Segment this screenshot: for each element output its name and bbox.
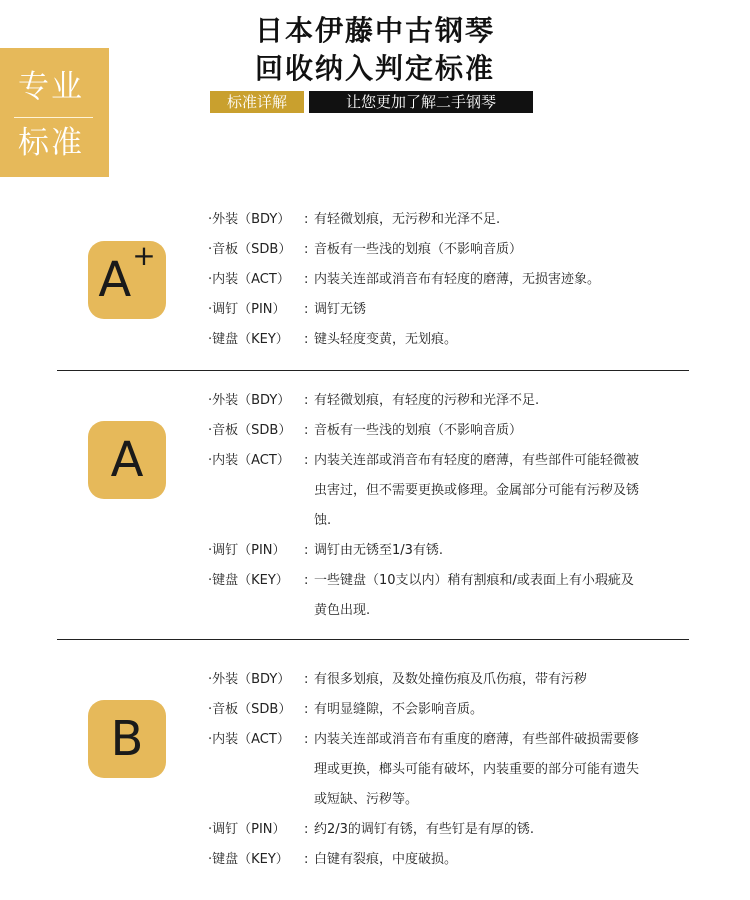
criteria-label: ·外装（BDY） xyxy=(208,672,291,687)
grade-badge xyxy=(88,421,166,499)
criteria-list xyxy=(208,665,646,875)
criteria-item xyxy=(208,665,646,695)
grade-superscript: + xyxy=(132,239,156,272)
criteria-item xyxy=(208,205,646,235)
criteria-item xyxy=(208,265,646,295)
criteria-label: ·键盘（KEY） xyxy=(208,852,289,867)
criteria-item xyxy=(208,446,646,536)
criteria-label: ·音板（SDB） xyxy=(208,702,292,717)
criteria-label: ·调钉（PIN） xyxy=(208,822,286,837)
criteria-desc: 一些键盘（10支以内）稍有割痕和/或表面上有小瑕疵及黄色出现. xyxy=(314,573,634,618)
section-divider xyxy=(57,370,689,371)
criteria-list xyxy=(208,386,646,626)
criteria-colon: : xyxy=(304,852,309,867)
tagline-gold: 标准详解 xyxy=(210,91,304,113)
grade-letter: A xyxy=(98,252,132,308)
criteria-label: ·外装（BDY） xyxy=(208,212,291,227)
criteria-desc: 音板有一些浅的划痕（不影响音质） xyxy=(314,242,523,257)
criteria-label: ·外装（BDY） xyxy=(208,393,291,408)
criteria-desc: 内装关连部或消音布有轻度的磨薄，有些部件可能轻微被虫害过，但不需要更换或修理。金属部分可能有污秽及锈蚀. xyxy=(314,453,640,528)
criteria-desc: 白键有裂痕，中度破损。 xyxy=(314,852,458,867)
criteria-item xyxy=(208,325,646,355)
criteria-colon: : xyxy=(304,453,309,468)
criteria-item xyxy=(208,416,646,446)
grade-letter: B xyxy=(110,711,144,767)
criteria-desc: 有轻微划痕，有轻度的污秽和光泽不足. xyxy=(314,393,540,408)
criteria-item xyxy=(208,295,646,325)
criteria-label: ·音板（SDB） xyxy=(208,423,292,438)
criteria-colon: : xyxy=(304,702,309,717)
criteria-desc: 内装关连部或消音布有轻度的磨薄，无损害迹象。 xyxy=(314,272,601,287)
criteria-colon: : xyxy=(304,543,309,558)
criteria-colon: : xyxy=(304,212,309,227)
badge-line2: 标准 xyxy=(18,125,84,161)
badge-line1: 专业 xyxy=(18,69,84,105)
criteria-item xyxy=(208,725,646,815)
criteria-desc: 有明显缝隙，不会影响音质。 xyxy=(314,702,484,717)
criteria-label: ·调钉（PIN） xyxy=(208,543,286,558)
criteria-item xyxy=(208,536,646,566)
criteria-colon: : xyxy=(304,393,309,408)
criteria-label: ·内装（ACT） xyxy=(208,453,290,468)
criteria-label: ·键盘（KEY） xyxy=(208,573,289,588)
criteria-list xyxy=(208,205,646,355)
criteria-label: ·内装（ACT） xyxy=(208,732,290,747)
criteria-desc: 约2/3的调钉有锈，有些钉是有厚的锈. xyxy=(314,822,535,837)
criteria-desc: 有很多划痕，及数处撞伤痕及爪伤痕，带有污秽 xyxy=(314,672,588,687)
criteria-desc: 调钉无锈 xyxy=(314,302,367,317)
badge-divider xyxy=(14,117,93,118)
criteria-colon: : xyxy=(304,332,309,347)
criteria-label: ·音板（SDB） xyxy=(208,242,292,257)
title-line1: 日本伊藤中古钢琴 xyxy=(254,14,495,47)
criteria-desc: 有轻微划痕，无污秽和光泽不足. xyxy=(314,212,501,227)
criteria-item xyxy=(208,695,646,725)
grade-badge xyxy=(88,700,166,778)
criteria-desc: 音板有一些浅的划痕（不影响音质） xyxy=(314,423,523,438)
criteria-item xyxy=(208,566,646,626)
page-title xyxy=(0,12,750,88)
criteria-item xyxy=(208,845,646,875)
criteria-desc: 内装关连部或消音布有重度的磨薄，有些部件破损需要修理或更换，榔头可能有破坏，内装重要的部分可能有遗失或短缺、污秽等。 xyxy=(314,732,640,807)
criteria-colon: : xyxy=(304,573,309,588)
criteria-item xyxy=(208,235,646,265)
criteria-desc: 调钉由无锈至1/3有锈. xyxy=(314,543,444,558)
tagline-black: 让您更加了解二手钢琴 xyxy=(309,91,533,113)
criteria-item xyxy=(208,386,646,416)
criteria-item xyxy=(208,815,646,845)
criteria-colon: : xyxy=(304,672,309,687)
section-divider xyxy=(57,639,689,640)
criteria-colon: : xyxy=(304,822,309,837)
grade-letter: A xyxy=(110,432,144,488)
criteria-label: ·键盘（KEY） xyxy=(208,332,289,347)
criteria-colon: : xyxy=(304,242,309,257)
grade-badge xyxy=(88,241,166,319)
criteria-label: ·内装（ACT） xyxy=(208,272,290,287)
tagline xyxy=(210,91,533,113)
criteria-colon: : xyxy=(304,423,309,438)
title-line2: 回收纳入判定标准 xyxy=(254,52,495,85)
criteria-label: ·调钉（PIN） xyxy=(208,302,286,317)
criteria-colon: : xyxy=(304,302,309,317)
criteria-colon: : xyxy=(304,272,309,287)
criteria-colon: : xyxy=(304,732,309,747)
criteria-desc: 键头轻度变黄，无划痕。 xyxy=(314,332,458,347)
